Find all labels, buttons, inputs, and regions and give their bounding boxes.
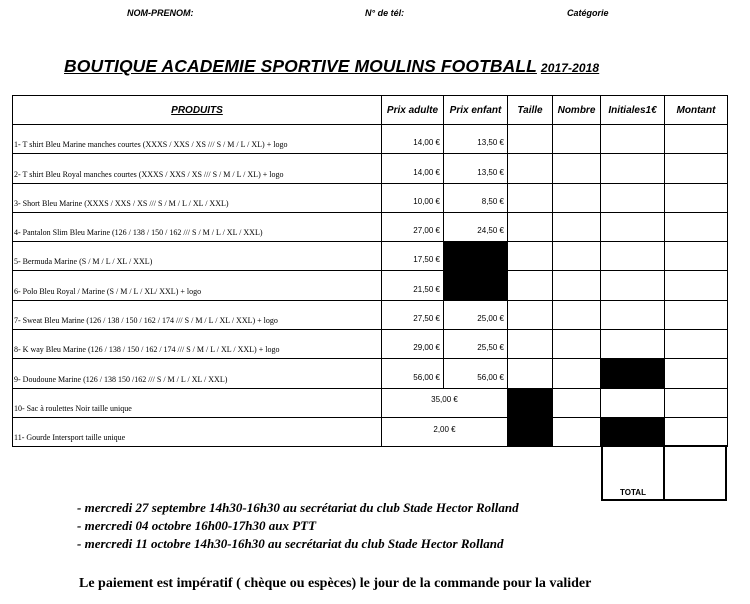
unavailable-child-price-block xyxy=(444,242,508,301)
price-child: 13,50 € xyxy=(444,154,508,183)
product-name: 8- K way Bleu Marine (126 / 138 / 150 / 162 / 174 /// S / M / L / XL / XXL) + logo xyxy=(13,330,382,359)
category-field-label: Catégorie xyxy=(567,8,609,18)
size-cell[interactable] xyxy=(508,242,553,271)
product-name: 2- T shirt Bleu Royal manches courtes (XXXS / XXS / XS /// S / M / L / XL) + logo xyxy=(13,154,382,183)
price-child: 25,00 € xyxy=(444,300,508,329)
initials-cell[interactable] xyxy=(601,212,665,241)
size-cell[interactable] xyxy=(508,125,553,154)
amount-cell[interactable] xyxy=(665,242,728,271)
size-cell[interactable] xyxy=(508,330,553,359)
initials-cell[interactable] xyxy=(601,330,665,359)
price-child: 24,50 € xyxy=(444,212,508,241)
price-child: 56,00 € xyxy=(444,359,508,388)
size-cell[interactable] xyxy=(508,300,553,329)
table-row xyxy=(13,154,728,183)
product-name: 9- Doudoune Marine (126 / 138 150 /162 /// S / M / L / XL / XXL) xyxy=(13,359,382,388)
title-year: 2017-2018 xyxy=(540,61,600,75)
schedule-list xyxy=(77,499,519,553)
quantity-cell[interactable] xyxy=(553,300,601,329)
price-adult: 14,00 € xyxy=(382,154,444,183)
price-unique: 35,00 € xyxy=(382,388,508,417)
title-main: BOUTIQUE ACADEMIE SPORTIVE MOULINS FOOTBALL xyxy=(64,56,537,76)
initials-cell[interactable] xyxy=(601,388,665,417)
table-row xyxy=(13,125,728,154)
table-row xyxy=(13,417,728,446)
initials-cell[interactable] xyxy=(601,183,665,212)
payment-note: Le paiement est impératif ( chèque ou espèces) le jour de la commande pour la valider xyxy=(79,576,592,591)
name-field-label: NOM-PRENOM: xyxy=(127,8,194,18)
price-adult: 29,00 € xyxy=(382,330,444,359)
amount-cell[interactable] xyxy=(665,300,728,329)
price-adult: 56,00 € xyxy=(382,359,444,388)
quantity-cell[interactable] xyxy=(553,388,601,417)
price-adult: 14,00 € xyxy=(382,125,444,154)
quantity-cell[interactable] xyxy=(553,359,601,388)
initials-cell[interactable] xyxy=(601,125,665,154)
col-header-produits: PRODUITS xyxy=(13,96,382,125)
col-header-taille: Taille xyxy=(508,96,553,125)
total-box xyxy=(601,445,727,501)
price-unique: 2,00 € xyxy=(382,417,508,446)
table-row xyxy=(13,388,728,417)
total-amount-cell[interactable] xyxy=(664,446,726,500)
total-label: TOTAL xyxy=(602,446,664,500)
unavailable-initials-block xyxy=(601,417,665,446)
amount-cell[interactable] xyxy=(665,125,728,154)
amount-cell[interactable] xyxy=(665,388,728,417)
initials-cell[interactable] xyxy=(601,154,665,183)
size-cell[interactable] xyxy=(508,271,553,300)
quantity-cell[interactable] xyxy=(553,154,601,183)
price-child: 8,50 € xyxy=(444,183,508,212)
amount-cell[interactable] xyxy=(665,330,728,359)
amount-cell[interactable] xyxy=(665,359,728,388)
price-child: 25,50 € xyxy=(444,330,508,359)
page-title xyxy=(64,56,599,77)
product-name: 10- Sac à roulettes Noir taille unique xyxy=(13,388,382,417)
initials-cell[interactable] xyxy=(601,271,665,300)
quantity-cell[interactable] xyxy=(553,417,601,446)
order-table xyxy=(12,95,728,447)
table-row xyxy=(13,242,728,271)
price-child: 13,50 € xyxy=(444,125,508,154)
table-row xyxy=(13,212,728,241)
table-header-row xyxy=(13,96,728,125)
product-name: 11- Gourde Intersport taille unique xyxy=(13,417,382,446)
schedule-item: - mercredi 27 septembre 14h30-16h30 au secrétariat du club Stade Hector Rolland xyxy=(77,500,519,515)
quantity-cell[interactable] xyxy=(553,183,601,212)
amount-cell[interactable] xyxy=(665,417,728,446)
price-adult: 27,00 € xyxy=(382,212,444,241)
schedule-item: - mercredi 11 octobre 14h30-16h30 au secrétariat du club Stade Hector Rolland xyxy=(77,536,504,551)
price-adult: 17,50 € xyxy=(382,242,444,271)
product-name: 6- Polo Bleu Royal / Marine (S / M / L / XL/ XXL) + logo xyxy=(13,271,382,300)
table-row xyxy=(13,330,728,359)
unavailable-size-block xyxy=(508,388,553,417)
size-cell[interactable] xyxy=(508,154,553,183)
price-adult: 27,50 € xyxy=(382,300,444,329)
price-adult: 10,00 € xyxy=(382,183,444,212)
size-cell[interactable] xyxy=(508,212,553,241)
quantity-cell[interactable] xyxy=(553,212,601,241)
price-adult: 21,50 € xyxy=(382,271,444,300)
table-row xyxy=(13,359,728,388)
col-header-nombre: Nombre xyxy=(553,96,601,125)
initials-cell[interactable] xyxy=(601,242,665,271)
amount-cell[interactable] xyxy=(665,154,728,183)
quantity-cell[interactable] xyxy=(553,330,601,359)
product-name: 3- Short Bleu Marine (XXXS / XXS / XS /// S / M / L / XL / XXL) xyxy=(13,183,382,212)
col-header-prix-adulte: Prix adulte xyxy=(382,96,444,125)
initials-cell[interactable] xyxy=(601,300,665,329)
amount-cell[interactable] xyxy=(665,183,728,212)
size-cell[interactable] xyxy=(508,359,553,388)
schedule-item: - mercredi 04 octobre 16h00-17h30 aux PTT xyxy=(77,518,317,533)
amount-cell[interactable] xyxy=(665,271,728,300)
quantity-cell[interactable] xyxy=(553,125,601,154)
phone-field-label: N° de tél: xyxy=(365,8,405,18)
amount-cell[interactable] xyxy=(665,212,728,241)
unavailable-size-block xyxy=(508,417,553,446)
table-row xyxy=(13,183,728,212)
table-row xyxy=(13,271,728,300)
quantity-cell[interactable] xyxy=(553,271,601,300)
col-header-initiales: Initiales1€ xyxy=(601,96,665,125)
product-name: 1- T shirt Bleu Marine manches courtes (XXXS / XXS / XS /// S / M / L / XL) + logo xyxy=(13,125,382,154)
quantity-cell[interactable] xyxy=(553,242,601,271)
col-header-montant: Montant xyxy=(665,96,728,125)
product-name: 4- Pantalon Slim Bleu Marine (126 / 138 / 150 / 162 /// S / M / L / XL / XXL) xyxy=(13,212,382,241)
table-row xyxy=(13,300,728,329)
unavailable-initials-block xyxy=(601,359,665,388)
product-name: 5- Bermuda Marine (S / M / L / XL / XXL) xyxy=(13,242,382,271)
form-header xyxy=(0,8,750,24)
size-cell[interactable] xyxy=(508,183,553,212)
col-header-prix-enfant: Prix enfant xyxy=(444,96,508,125)
product-name: 7- Sweat Bleu Marine (126 / 138 / 150 / 162 / 174 /// S / M / L / XL / XXL) + logo xyxy=(13,300,382,329)
